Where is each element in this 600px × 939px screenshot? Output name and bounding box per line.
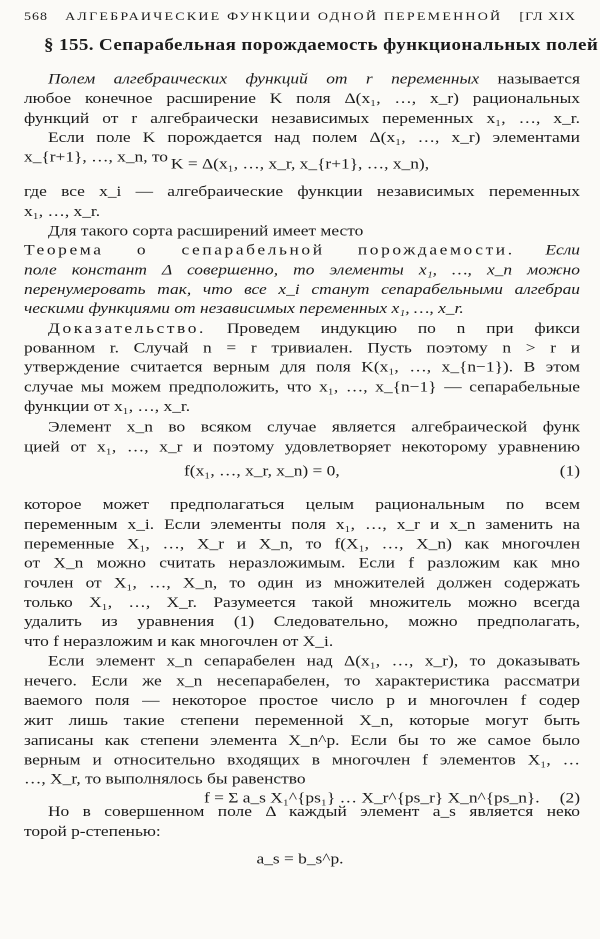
text-line: Но в совершенном поле Δ каждый элемент a_s является неко [48,802,580,820]
text-line: гочлен от X₁, …, X_n, то один из множителей должен содержать [24,573,580,591]
text-line: Полем алгебраических функций от r переменных называется [48,69,580,87]
theorem-title: Теорема о сепарабельной порождаемости. Если [24,240,580,258]
text-line: цией от x₁, …, x_r и поэтому удовлетворяет некоторому уравнению [24,437,580,455]
page-number: 568 [24,10,48,24]
text-line: Для такого сорта расширений имеет место [48,221,364,240]
text-line: любое конечное расширение K поля Δ(x₁, …, x_r) рациональных [24,89,580,107]
text-line: случае мы можем предположить, что x₁, …, x_{n−1} — сепарабельные [24,377,580,395]
text-line: от X_n можно считать неразложимым. Если f разложим как мно [24,553,580,572]
equation-3: a_s = b_s^p. [256,849,344,867]
text-line: …, X_r, то выполнялось бы равенство [24,769,306,787]
text-line: функций от r алгебраически независимых переменных x₁, …, x_r. [24,109,580,127]
text-line: торой p-степенью: [24,822,161,840]
equation-body: f(x₁, …, x_r, x_n) = 0, [184,461,340,480]
equation-body: f = Σ a_s X₁^{ps₁} … X_r^{ps_r} X_n^{ps_n}. [204,788,540,806]
text-line: где все x_i — алгебраические функции независимых переменных [24,182,580,200]
text-line: x_{r+1}, …, x_n, то [24,147,169,166]
chapter-marker: [ГЛ XIX [519,10,576,24]
text-line: x₁, …, x_r. [24,202,101,220]
theorem-line: перенумеровать так, что все x_i станут сепарабельными алгебраи [24,280,580,298]
text-line: рованном r. Случай n = r тривиален. Пусть поэтому n > r и [24,338,580,357]
running-title: АЛГЕБРАИЧЕСКИЕ ФУНКЦИИ ОДНОЙ ПЕРЕМЕННОЙ [65,10,503,24]
text-line: что f неразложим и как многочлен от X_i. [24,632,334,650]
text-line: записаны как степени элемента X_n^p. Если бы то же самое было [24,731,580,749]
text-line: жит лишь такие степени переменной X_n, которые могут быть [24,711,580,729]
text-line: переменные X₁, …, X_r и X_n, то f(X₁, …, X_n) как многочлен [24,534,580,553]
text-line: удалить из уравнения (1) Следовательно, можно предполагать, [24,612,580,630]
text-line: Если элемент x_n сепарабелен над Δ(x₁, …, x_r), то доказывать [48,651,580,670]
running-header [24,10,576,27]
equation-number: (2) [559,788,580,806]
text-line: переменным x_i. Если элементы поля x₁, …, x_r и x_n заменить на [24,515,580,533]
text-line: Элемент x_n во всяком случае является алгебраической функ [48,417,580,436]
theorem-line: поле констант Δ совершенно, то элементы x₁, …, x_n можно [24,260,580,278]
equation-number: (1) [559,461,580,480]
proof-line: Доказательство. Проведем индукцию по n при фикси [48,319,580,337]
theorem-line: ческими функциями от независимых переменных x₁, …, x_r. [24,299,464,317]
text-line: которое может предполагаться целым рациональным по всем [24,495,580,513]
text-line: ваемого поля — некоторое простое число p и многочлен f содер [24,691,580,709]
text-line: Если поле K порождается над полем Δ(x₁, …, x_r) элементами [48,128,580,146]
section-heading: § 155. Сепарабельная порождаемость функциональных полей [44,36,599,55]
equation-k: K = Δ(x₁, …, x_r, x_{r+1}, …, x_n), [170,154,430,172]
text-line: только X₁, …, X_r. Разумеется такой множитель можно всегда [24,593,580,611]
text-line: верным и относительно входящих в многочлен f элементов X₁, … [24,750,580,768]
text-line: функции от x₁, …, x_r. [24,397,191,415]
text-line: нечего. Если же x_n несепарабелен, то характеристика рассматри [24,671,580,689]
text-line: утверждение считается верным для поля K(x₁, …, x_{n−1}). В этом [24,357,580,375]
